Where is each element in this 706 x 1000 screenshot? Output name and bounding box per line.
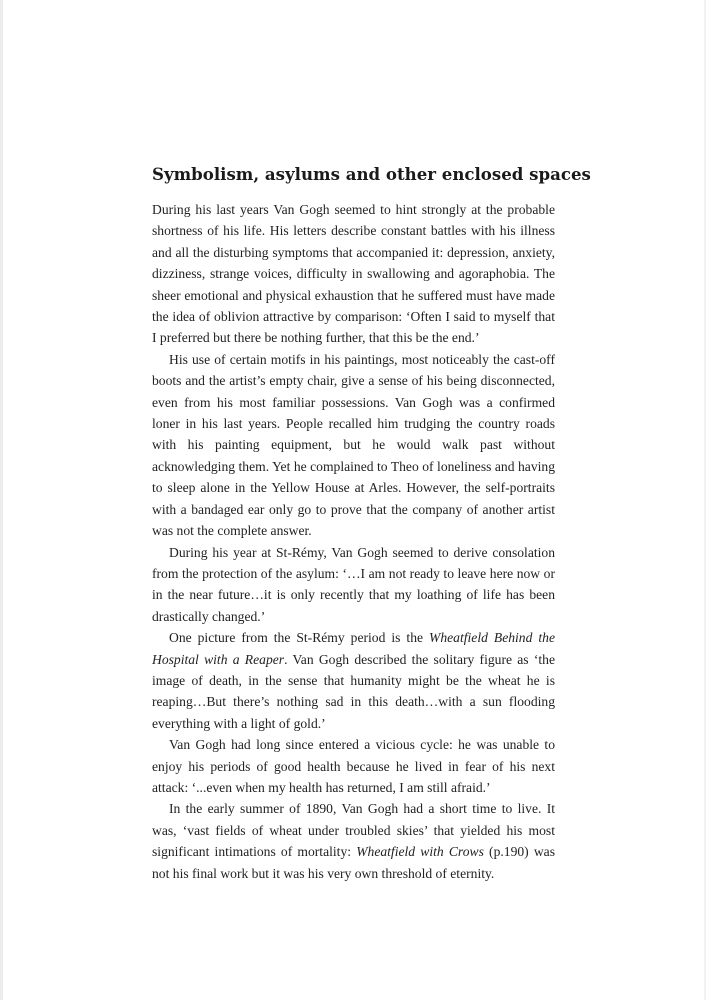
section-heading: Symbolism, asylums and other enclosed spaces [152, 164, 591, 184]
page-edge-left [0, 0, 3, 1000]
paragraph-text: (p.190) was not his final work but it was his very own threshold of eternity. [152, 844, 556, 881]
paragraph [152, 349, 555, 542]
paragraph-text: In the early summer of 1890, Van Gogh had a short time to live. It was, ‘vast fields of wheat under troubled skies’ that yielded his most significant intimations of mortality: [152, 801, 555, 860]
paragraph-text: Van Gogh had long since entered a vicious cycle: he was unable to enjoy his periods of good health because he lived in fear of his next attack: ‘...even when my health has returned, I am still afraid.’ [152, 737, 555, 795]
paragraph [152, 734, 555, 798]
body-text [152, 199, 555, 884]
artwork-title: Wheatfield Behind the Hospital with a Reaper [152, 630, 555, 667]
artwork-title: Wheatfield with Crows [356, 844, 484, 860]
paragraph [152, 627, 555, 734]
paragraph [152, 798, 555, 884]
paragraph-text: His use of certain motifs in his paintings, most noticeably the cast-off boots and the artist’s empty chair, give a sense of his being disconnected, even from his most familiar possessions. Van Gogh was a confirmed loner in his last years. People recalled him trudging the country roads with his painting equipment, but he would walk past without acknowledging them. Yet he complained to Theo of loneliness and having to sleep alone in the Yellow House at Arles. However, the self-portraits with a bandaged ear only go to prove that the company of another artist was not the complete answer. [152, 351, 555, 539]
paragraph-text: During his last years Van Gogh seemed to hint strongly at the probable shortness of his life. His letters describe constant battles with his illness and all the disturbing symptoms that accompanied it: depression, anxiety, dizziness, strange voices, difficulty in swallowing and agoraphobia. The sheer emotional and physical exhaustion that he suffered must have made the idea of oblivion attractive by comparison: ‘Often I said to myself that I preferred but there be nothing further, that this be the end.’ [152, 202, 555, 346]
paragraph-text: . Van Gogh described the solitary figure as ‘the image of death, in the sense that humanity might be the wheat he is reaping…But there’s nothing sad in this death…with a sun flooding everything with a light of gold.’ [152, 651, 555, 731]
paragraph-text: During his year at St-Rémy, Van Gogh seemed to derive consolation from the protection of the asylum: ‘…I am not ready to leave here now or in the near future…it is only recently that my loathing of life has been drastically changed.’ [152, 544, 555, 624]
paragraph-text: One picture from the St-Rémy period is the [169, 630, 430, 646]
paragraph [152, 542, 555, 628]
paragraph [152, 199, 555, 349]
